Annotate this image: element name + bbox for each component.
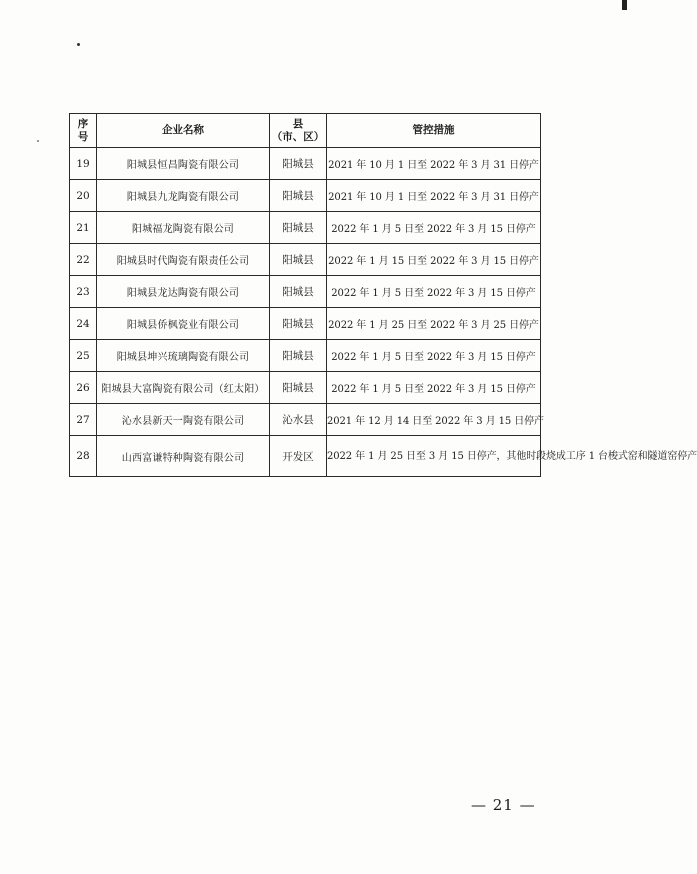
- county: 阳城县: [270, 308, 327, 340]
- company-name: 阳城县恒昌陶瓷有限公司: [97, 148, 270, 180]
- table-row: [70, 148, 541, 180]
- row-number: 22: [70, 244, 97, 276]
- row-number: 19: [70, 148, 97, 180]
- county: 阳城县: [270, 244, 327, 276]
- county: 沁水县: [270, 404, 327, 436]
- company-name: 山西富谦特种陶瓷有限公司: [97, 436, 270, 477]
- table-row: [70, 212, 541, 244]
- county: 阳城县: [270, 148, 327, 180]
- control-measure: 2022 年 1 月 15 日至 2022 年 3 月 15 日停产: [327, 244, 541, 276]
- county: 阳城县: [270, 212, 327, 244]
- row-number: 24: [70, 308, 97, 340]
- county: 阳城县: [270, 340, 327, 372]
- header-control-measure: 管控措施: [327, 114, 541, 148]
- county: 阳城县: [270, 276, 327, 308]
- company-name: 阳城县大富陶瓷有限公司（红太阳）: [97, 372, 270, 404]
- table-row: [70, 372, 541, 404]
- page-number: — 21 —: [471, 796, 536, 814]
- table-row: [70, 180, 541, 212]
- scan-speck: [77, 43, 80, 46]
- control-measure: 2022 年 1 月 5 日至 2022 年 3 月 15 日停产: [327, 340, 541, 372]
- enterprise-control-table: [69, 113, 697, 477]
- table-header-row: [70, 114, 541, 148]
- row-number: 25: [70, 340, 97, 372]
- table-row: [70, 244, 541, 276]
- scan-speck: [37, 140, 39, 142]
- header-county: 县 （市、区）: [270, 114, 327, 148]
- company-name: 阳城县坤兴琉璃陶瓷有限公司: [97, 340, 270, 372]
- header-seq-number: 序 号: [70, 114, 97, 148]
- county: 阳城县: [270, 180, 327, 212]
- row-number: 28: [70, 436, 97, 477]
- row-number: 26: [70, 372, 97, 404]
- row-number: 27: [70, 404, 97, 436]
- company-name: 阳城县龙达陶瓷有限公司: [97, 276, 270, 308]
- table-row: [70, 308, 541, 340]
- county: 开发区: [270, 436, 327, 477]
- company-name: 阳城县九龙陶瓷有限公司: [97, 180, 270, 212]
- header-company-name: 企业名称: [97, 114, 270, 148]
- table-row: [70, 276, 541, 308]
- table-row: [70, 404, 541, 436]
- control-measure: 2021 年 10 月 1 日至 2022 年 3 月 31 日停产: [327, 148, 541, 180]
- control-measure: 2021 年 10 月 1 日至 2022 年 3 月 31 日停产: [327, 180, 541, 212]
- company-name: 阳城福龙陶瓷有限公司: [97, 212, 270, 244]
- control-measure: 2022 年 1 月 5 日至 2022 年 3 月 15 日停产: [327, 276, 541, 308]
- table-row: [70, 436, 541, 477]
- county: 阳城县: [270, 372, 327, 404]
- control-measure: 2022 年 1 月 5 日至 2022 年 3 月 15 日停产: [327, 372, 541, 404]
- company-name: 阳城县侨枫瓷业有限公司: [97, 308, 270, 340]
- control-measure: 2022 年 1 月 5 日至 2022 年 3 月 15 日停产: [327, 212, 541, 244]
- table-row: [70, 340, 541, 372]
- company-name: 沁水县新天一陶瓷有限公司: [97, 404, 270, 436]
- scan-corner-mark: [622, 0, 627, 10]
- control-measure: 2022 年 1 月 25 日至 3 月 15 日停产，其他时段烧成工序 1 台梭式窑和隧道窑停产: [327, 436, 541, 477]
- control-measure: 2022 年 1 月 25 日至 2022 年 3 月 25 日停产: [327, 308, 541, 340]
- row-number: 21: [70, 212, 97, 244]
- row-number: 23: [70, 276, 97, 308]
- company-name: 阳城县时代陶瓷有限责任公司: [97, 244, 270, 276]
- control-measure: 2021 年 12 月 14 日至 2022 年 3 月 15 日停产: [327, 404, 541, 436]
- row-number: 20: [70, 180, 97, 212]
